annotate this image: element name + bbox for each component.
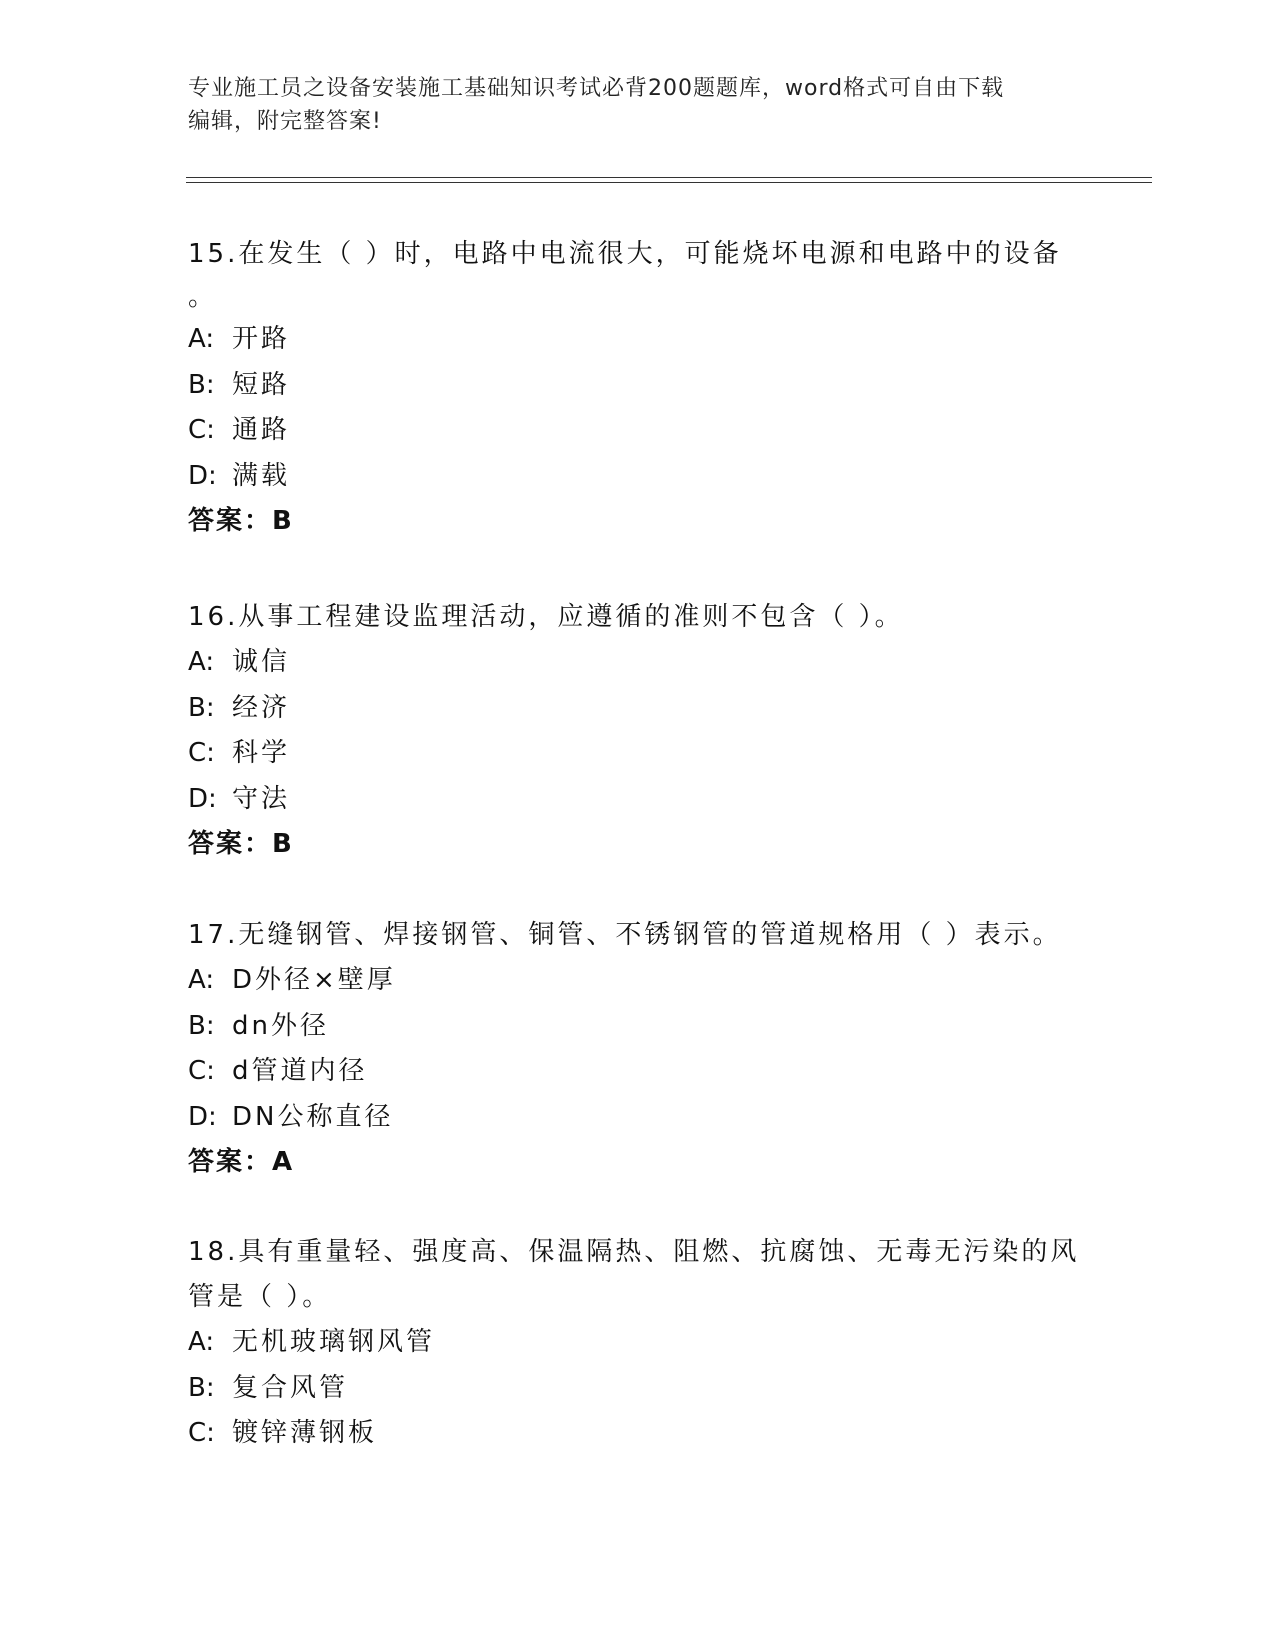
question-text: 17.无缝钢管、焊接钢管、铜管、不锈钢管的管道规格用（ ）表示。: [188, 920, 1062, 950]
option-label: B:: [188, 1010, 215, 1041]
option-b: [188, 363, 1088, 409]
header-line-1: 专业施工员之设备安装施工基础知识考试必背200题题库，word格式可自由下载: [188, 76, 1005, 101]
question-text: 15.在发生（ ）时，电路中电流很大，可能烧坏电源和电路中的设备: [188, 239, 1062, 269]
answer: 答案：B: [188, 506, 294, 536]
option-c: [188, 1049, 1088, 1095]
option-text: 开路: [232, 324, 291, 354]
option-text: dn外径: [232, 1010, 329, 1041]
option-label: C:: [188, 738, 215, 768]
header-line-2: 编辑，附完整答案!: [188, 109, 382, 134]
question-text-continued: 管是（ ）。: [188, 1282, 332, 1312]
option-a: [188, 640, 1088, 686]
option-label: B:: [188, 369, 215, 400]
option-text: 短路: [232, 369, 291, 400]
question-text: 16.从事工程建设监理活动，应遵循的准则不包含（ ）。: [188, 602, 904, 632]
option-text: 经济: [232, 692, 291, 723]
option-text: D外径×壁厚: [232, 965, 396, 995]
option-c: [188, 731, 1088, 777]
option-text: 满载: [232, 460, 291, 491]
option-text: 诚信: [232, 647, 291, 677]
option-d: [188, 454, 1088, 500]
option-c: [188, 1411, 1088, 1457]
question-18: [188, 1230, 1088, 1457]
option-d: [188, 1095, 1088, 1141]
header-rule-bottom: [186, 182, 1152, 183]
option-label: B:: [188, 1372, 215, 1403]
option-b: [188, 686, 1088, 732]
question-text: 18.具有重量轻、强度高、保温隔热、阻燃、抗腐蚀、无毒无污染的风: [188, 1237, 1080, 1267]
question-15: [188, 232, 1088, 545]
option-text: 科学: [232, 738, 291, 768]
answer: 答案：B: [188, 829, 294, 859]
question-text-continued: 。: [188, 282, 218, 312]
option-text: 复合风管: [232, 1372, 349, 1403]
option-text: 镀锌薄钢板: [232, 1418, 378, 1448]
option-label: C:: [188, 1418, 215, 1448]
header-rule-top: [186, 177, 1152, 178]
option-label: A:: [188, 324, 215, 354]
option-label: C:: [188, 415, 215, 445]
option-a: [188, 317, 1088, 363]
option-b: [188, 1004, 1088, 1050]
option-label: A:: [188, 965, 215, 995]
option-a: [188, 958, 1088, 1004]
option-a: [188, 1320, 1088, 1366]
question-16: [188, 595, 1088, 868]
option-label: A:: [188, 647, 215, 677]
option-text: DN公称直径: [232, 1101, 394, 1132]
option-text: 无机玻璃钢风管: [232, 1327, 436, 1357]
option-c: [188, 408, 1088, 454]
option-label: D:: [188, 1101, 217, 1132]
document-header: [188, 72, 1068, 138]
question-17: [188, 913, 1088, 1186]
option-d: [188, 777, 1088, 823]
answer: 答案：A: [188, 1147, 295, 1177]
option-label: B:: [188, 692, 215, 723]
option-label: A:: [188, 1327, 215, 1357]
option-label: D:: [188, 460, 217, 491]
option-b: [188, 1366, 1088, 1412]
option-label: D:: [188, 783, 217, 814]
option-text: 守法: [232, 783, 291, 814]
option-text: 通路: [232, 415, 291, 445]
option-label: C:: [188, 1056, 215, 1086]
option-text: d管道内径: [232, 1056, 368, 1086]
